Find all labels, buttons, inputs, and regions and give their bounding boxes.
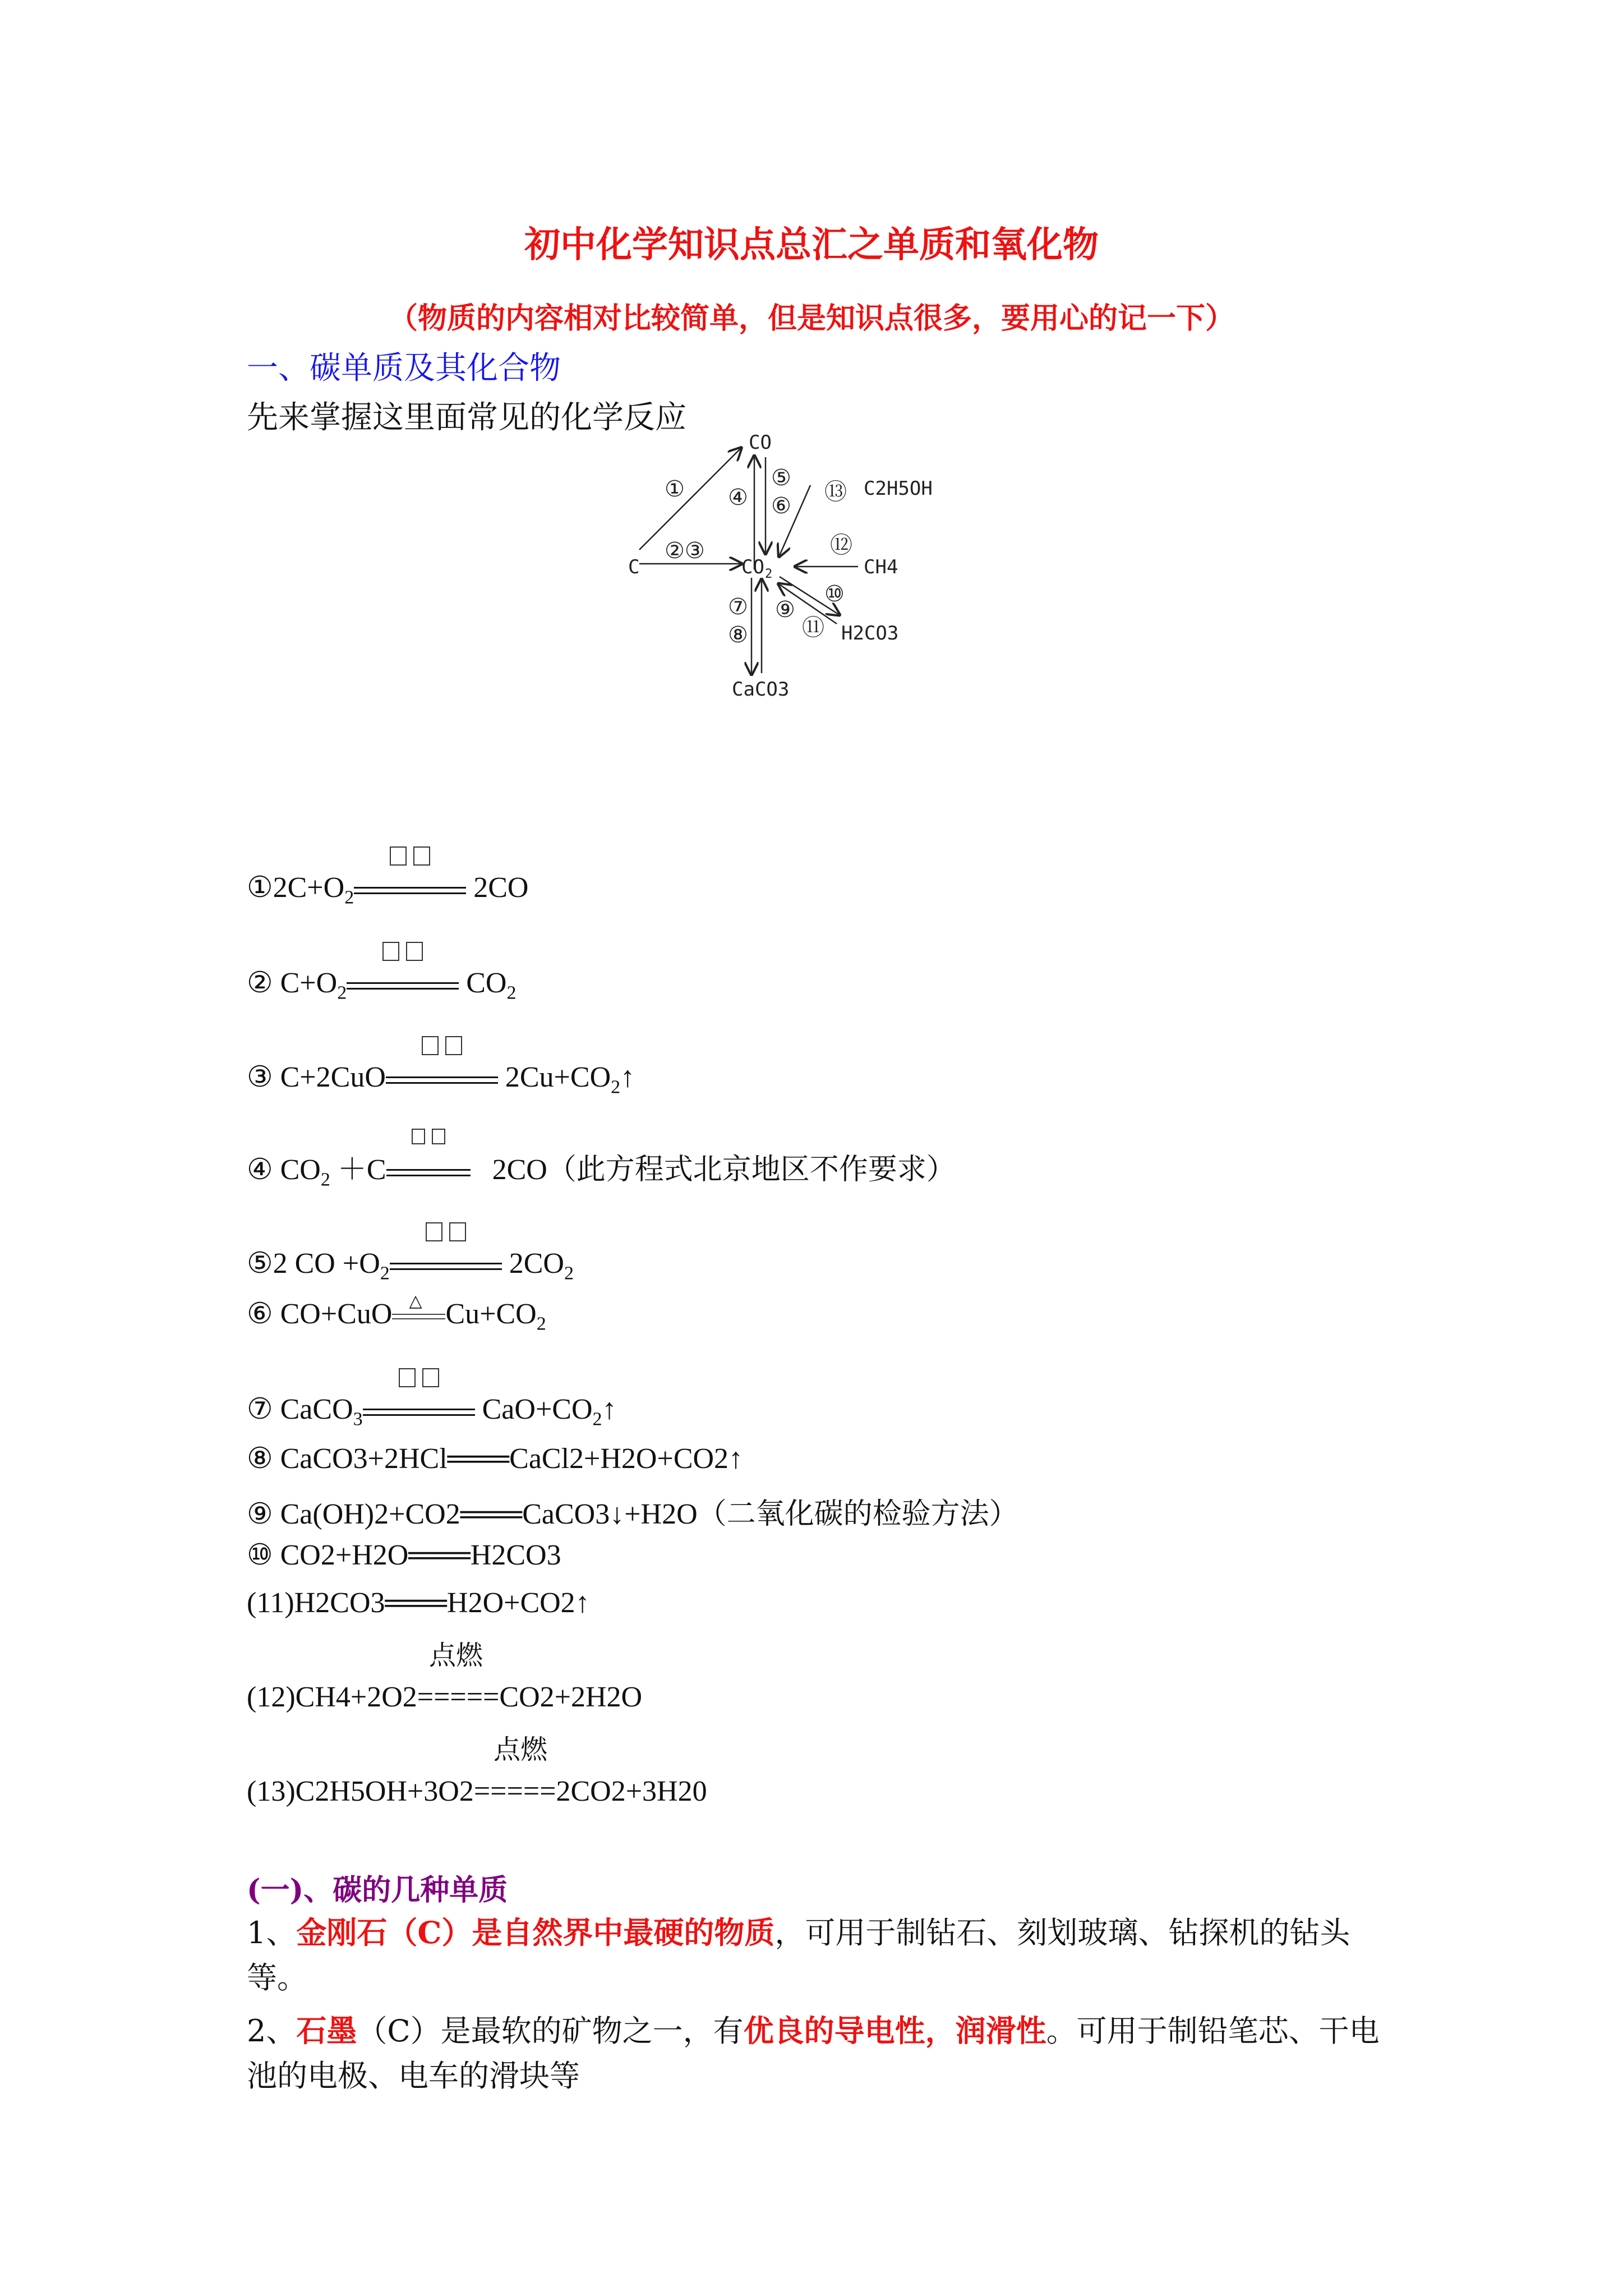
equation-12-condition: 点燃 [429,1641,483,1671]
node-c2h5oh: C2H5OH [864,477,933,500]
equals-bar [354,879,466,901]
equation-3: ③ C+2CuO $2Cu+CO_2↑$ [247,1060,635,1098]
reaction-diagram [617,426,965,718]
equation-11: (11)H2CO3═══H2O+CO2↑ [247,1587,590,1619]
equals-bar [386,1161,471,1184]
label-4: ④ [728,485,748,510]
equation-4: ④ $CO_2 +C$ 2CO（此方程式北京地区不作要求） [247,1145,956,1190]
equation-10: ⑩ CO2+H2O═══H2CO3 [247,1539,561,1571]
equation-13-condition: 点燃 [494,1735,548,1765]
label-1: ① [665,476,685,502]
label-11: ⑪ [802,615,824,641]
label-6: ⑥ [771,493,791,519]
equation-7: ⑦ CaCO$_3$ $CaO+CO_2↑$ [247,1392,617,1430]
label-8: ⑧ [728,622,748,648]
node-h2co3: H2CO3 [841,622,899,645]
section-heading-carbon-elements: (一)、碳的几种单质 [247,1873,508,1907]
equation-13: (13)C2H5OH+3O2=====2CO2+3H20 [247,1775,707,1807]
section-heading-carbon: 一、碳单质及其化合物 [247,350,561,386]
label-2-3: ②③ [665,538,705,564]
equation-8: ⑧ CaCO3+2HCl═══CaCl2+H2O+CO2↑ [247,1443,744,1475]
node-ch4: CH4 [864,556,898,578]
equals-bar [390,1255,502,1277]
equals-bar [386,1069,498,1091]
equals-bar [363,1401,475,1423]
equals-bar: △ [392,1308,445,1325]
equation-5: ⑤2 CO $+O_2$ $2CO_2$ [247,1246,574,1284]
equation-2: ② $C+O_2$ $CO_2$ [247,966,516,1004]
page-title: 初中化学知识点总汇之单质和氧化物 [524,224,1099,266]
intro-text: 先来掌握这里面常见的化学反应 [247,399,686,436]
node-caco3: CaCO3 [732,678,790,701]
node-co2-sub: 2 [765,567,773,581]
equals-bar [347,974,459,997]
equation-12: (12)CH4+2O2=====CO2+2H2O [247,1681,643,1713]
paragraph-diamond: 1、金刚石（C）是自然界中最硬的物质，可用于制钻石、刻划玻璃、钻探机的钻头等。 [247,1915,1350,1995]
label-9: ⑨ [775,597,795,623]
label-5: ⑤ [771,465,791,491]
label-12: ⑫ [830,532,852,558]
node-co2: CO [741,556,764,578]
page-subtitle: （物质的内容相对比较简单，但是知识点很多，要用心的记一下） [388,301,1234,335]
label-7: ⑦ [728,594,748,620]
equation-9: ⑨ Ca(OH)2+CO2═══CaCO3↓+H2O（二氧化碳的检验方法） [247,1498,1018,1530]
equation-1: $①2C+O_2$ 2CO [247,871,528,908]
node-co: CO [749,431,772,454]
label-13: ⑬ [824,479,847,505]
label-10: ⑩ [824,581,845,607]
equation-6: ⑥ CO+CuO △ $Cu+CO_2$ [247,1292,546,1335]
paragraph-graphite: 2、石墨（C）是最软的矿物之一，有优良的导电性，润滑性。可用于制铅笔芯、干电池的电极、电车的滑块等 [247,2013,1380,2093]
node-c: C [628,556,640,578]
